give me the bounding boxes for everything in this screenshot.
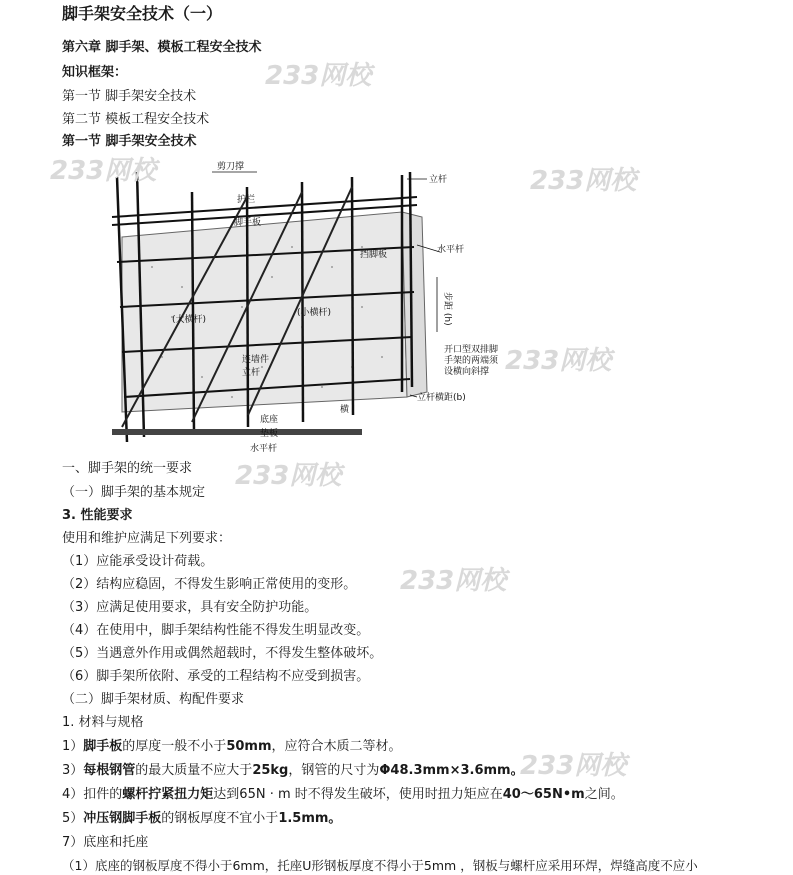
body-line-1: 一、脚手架的统一要求 — [62, 461, 193, 476]
section-item-1: 第一节 脚手架安全技术 — [62, 89, 197, 104]
label-ligan-hengju: 立杆横距(b) — [417, 393, 466, 403]
item-1: 1）脚手板的厚度一般不小于50mm，应符合木质二等材。 — [62, 739, 402, 754]
label-xiaohenggan: (小横杆) — [297, 308, 332, 318]
req-2: （2）结构应稳固，不得发生影响正常使用的变形。 — [62, 577, 357, 592]
item-6: （1）底座的钢板厚度不得小于6mm，托座U形钢板厚度不得小于5mm ，钢板与螺杆应采用环焊，焊缝高度不应小 — [62, 858, 698, 873]
req-5: （5）当遇意外作用或偶然超载时，不得发生整体破坏。 — [62, 646, 383, 661]
item-2: 3）每根钢管的最大质量不应大于25kg，钢管的尺寸为Φ48.3mm×3.6mm。 — [62, 763, 524, 778]
label-kaikou-2: 手架的两端须 — [444, 356, 499, 366]
label-kaikou-3: 设横向斜撑 — [444, 367, 490, 377]
label-shuipinggan: 水平杆 — [437, 245, 465, 255]
label-dianban: 垫板 — [260, 429, 279, 439]
watermark: 233网校 — [520, 751, 627, 781]
watermark: 233网校 — [50, 156, 157, 186]
label-lianqiangjian: 连墙件 — [242, 355, 270, 365]
watermark: 233网校 — [235, 461, 342, 491]
body-line-2: （一）脚手架的基本规定 — [62, 485, 206, 500]
label-dangjiaoban: 挡脚板 — [360, 250, 388, 260]
watermark: 233网校 — [400, 566, 507, 596]
chapter-heading: 第六章 脚手架、模板工程安全技术 — [62, 40, 262, 55]
label-bujv: 步距 (h) — [442, 292, 452, 326]
label-shuiping-bottom: 水平杆 — [250, 444, 278, 454]
req-1: （1）应能承受设计荷载。 — [62, 554, 214, 569]
req-6: （6）脚手架所依附、承受的工程结构不应受到损害。 — [62, 669, 370, 684]
section-item-2: 第二节 模板工程安全技术 — [62, 112, 210, 127]
framework-label: 知识框架： — [62, 65, 128, 80]
scaffold-diagram — [62, 157, 499, 457]
body-line-5: （二）脚手架材质、构配件要求 — [62, 692, 245, 707]
item-3: 4）扣件的螺杆拧紧扭力矩达到65N · m 时不得发生破坏，使用时扭力矩应在40～65N•m之间。 — [62, 787, 624, 802]
page-title: 脚手架安全技术（一） — [62, 4, 223, 23]
label-jiaoshouban: 脚手板 — [234, 218, 262, 228]
label-dizuo: 底座 — [260, 415, 279, 425]
item-4: 5）冲压钢脚手板的钢板厚度不宜小于1.5mm。 — [62, 811, 342, 826]
label-heng: 横 — [340, 405, 350, 415]
body-line-3: 3. 性能要求 — [62, 508, 133, 523]
body-line-4: 使用和维护应满足下列要求： — [62, 531, 232, 546]
watermark: 233网校 — [265, 61, 372, 91]
label-dahenggan: (大横杆) — [172, 315, 207, 325]
label-ligan-top: 立杆 — [429, 175, 448, 185]
body-line-6: 1. 材料与规格 — [62, 715, 144, 730]
label-ligan-mid: 立杆 — [242, 368, 261, 378]
item-5: 7）底座和托座 — [62, 835, 149, 850]
label-hulan: 护栏 — [237, 195, 256, 205]
req-4: （4）在使用中，脚手架结构性能不得发生明显改变。 — [62, 623, 370, 638]
watermark: 233网校 — [505, 346, 612, 376]
req-3: （3）应满足使用要求，具有安全防护功能。 — [62, 600, 318, 615]
section-heading: 第一节 脚手架安全技术 — [62, 134, 197, 149]
label-kaikou-1: 开口型双排脚 — [444, 345, 499, 355]
watermark: 233网校 — [530, 166, 637, 196]
label-jiandaocheng: 剪刀撑 — [217, 162, 245, 172]
